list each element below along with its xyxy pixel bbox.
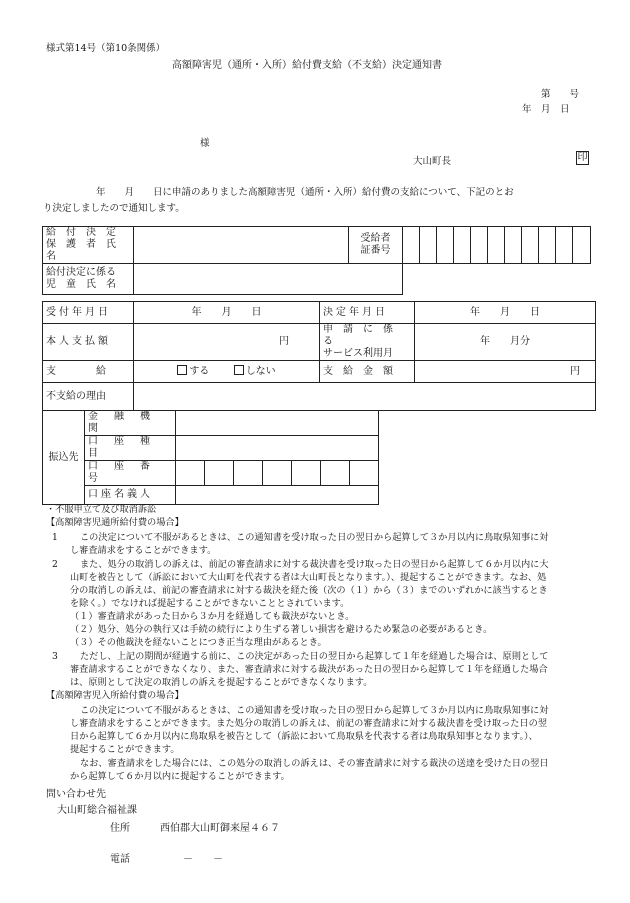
account-digit[interactable] [292,461,321,486]
bank-label: 振込先 [43,411,85,505]
section-2-line: この決定について不服があるときは、この通知書を受け取った日の翌日から起算して３か月以内に鳥取県知事に対 [80,705,549,716]
account-digit[interactable] [176,461,205,486]
paragraph-2-item: （３）その他裁決を経ないことにつき正当な理由があるとき。 [70,637,327,648]
paragraph-3-line: ただし、上記の期間が経過する前に、この決定があった日の翌日から起算して１年を経過した場合は、原則として [80,651,549,662]
contact-department: 大山町総合福祉課 [57,805,137,816]
section-2-line: 提起することができます。 [70,744,180,755]
reason-label: 不支給の理由 [43,383,134,411]
option-yes-label: する [189,366,210,377]
recipient-id-digit[interactable] [573,227,591,264]
section-2-line: なお、審査請求をした場合には、この処分の取消しの訴えは、その審査請求に対する裁決の送達を受けた日の翌日 [80,758,549,769]
recipient-id-digit[interactable] [454,227,471,264]
payment-options[interactable] [134,361,320,383]
paragraph-number: 1 [52,532,58,543]
recipient-id-digit[interactable] [488,227,505,264]
account-digit[interactable] [234,461,263,486]
bank-name-field[interactable] [176,411,379,436]
paragraph-2-item: （１）審査請求があった日から３か月を経過しても裁決がないとき。 [70,611,355,622]
service-month-field[interactable]: 年 月分 [415,324,596,361]
child-name-field[interactable] [134,264,403,295]
form-number: 様式第14号（第10条関係） [46,43,166,54]
recipient-id-digit[interactable] [403,227,420,264]
bank-name-label: 金 融 機 関 [85,411,176,436]
contact-address-label: 住所 [110,823,130,834]
section-2-title: 【高額障害児入所給付費の場合】 [46,690,184,701]
recipient-id-digit[interactable] [471,227,488,264]
contact-phone-label: 電話 [110,854,130,865]
contact-heading: 問い合わせ先 [46,789,106,800]
paragraph-3-line: 審査請求することができなくなり、また、審査請求に対する裁決があった日の翌日から起算して１年を経過した場合 [70,664,548,675]
document-title: 高額障害児（通所・入所）給付費支給（不支給）決定通知書 [172,60,442,71]
paragraph-number: 3 [52,651,58,662]
intro-line-2: り決定しましたので通知します。 [43,203,185,214]
receipt-date-field[interactable]: 年 月 日 [134,302,320,324]
recipient-table [42,226,591,295]
section-2-line: し審査請求をすることができます。また処分の取消しの訴えは、前記の審査請求に対する裁決書を受け取った日の翌 [70,718,548,729]
recipient-id-digit[interactable] [505,227,522,264]
section-2-line: から起算して６か月以内に提起することができます。 [70,771,290,782]
recipient-id-digit[interactable] [556,227,573,264]
paragraph-1-line: し審査請求をすることができます。 [70,545,217,556]
service-month-label: 申 請 に 係 る サービス利用月 [320,324,415,361]
guardian-name-field[interactable] [134,227,349,264]
account-digit[interactable] [350,461,379,486]
paragraph-2-line: また、処分の取消しの訴えは、前記の審査請求に対する裁決書を受け取った日の翌日から起算して６か月以内に大 [80,559,549,570]
seal-mark: 印 [577,152,588,163]
addressee-honorific: 様 [200,138,210,149]
paragraph-3-line: は、原則として決定の取消しの訴えを提起することができなくなります。 [70,677,373,688]
section-2-line: 日から起算して６か月以内に鳥取県を被告として（訴訟において鳥取県を代表する者は鳥取県知事となります。）、 [70,731,538,742]
document-number: 第 号 [541,89,580,100]
account-holder-label: 口座名義人 [85,486,176,505]
document-date: 年 月 日 [522,104,570,115]
recipient-id-digit[interactable] [539,227,556,264]
amount-label: 支 給 金 額 [320,361,415,383]
recipient-id-digit[interactable] [437,227,454,264]
amount-field[interactable]: 円 [415,361,596,383]
bank-table [42,410,379,505]
contact-address-value: 西伯郡大山町御来屋４６７ [160,823,280,834]
option-no-label: しない [245,366,276,377]
account-digit[interactable] [205,461,234,486]
account-holder-field[interactable] [176,486,379,505]
recipient-id-label: 受給者 証番号 [349,227,403,264]
recipient-id-digit[interactable] [420,227,437,264]
recipient-id-digit[interactable] [522,227,539,264]
decision-date-label: 決定年月日 [320,302,415,324]
paragraph-1-line: この決定について不服があるときは、この通知書を受け取った日の翌日から起算して３か月以内に鳥取県知事に対 [80,532,549,543]
self-pay-field[interactable]: 円 [134,324,320,361]
payment-label: 支 給 [43,361,134,383]
notes-heading: ・不服申立て及び取消訴訟 [46,504,157,515]
paragraph-2-item: （２）処分、処分の執行又は手続の続行により生ずる著しい損害を避けるため緊急の必要があるとき。 [70,624,493,635]
option-yes-checkbox[interactable] [177,365,187,375]
paragraph-number: 2 [52,559,58,570]
guardian-name-label: 給 付 決 定 保 護 者 氏 名 [43,227,134,264]
paragraph-2-line: 山町を被告として（訴訟において大山町を代表する者は大山町長となります。）、提起することができます。なお、処 [70,572,547,583]
reason-field[interactable] [134,383,596,411]
issuer-name: 大山町長 [413,156,452,167]
child-name-label: 給付決定に係る 児 童 氏 名 [43,264,134,295]
account-type-field[interactable] [176,436,379,461]
table-blank [403,264,591,295]
option-no-checkbox[interactable] [234,365,244,375]
account-number-label: 口 座 番 号 [85,461,176,486]
self-pay-label: 本人支払額 [43,324,134,361]
paragraph-2-line: 分の取消しの訴えは、前記の審査請求に対する裁決を経た後（次の（１）から（３）までのいずれかに該当するとき [70,585,548,596]
intro-line-1: 年 月 日に申請のありました高額障害児（通所・入所）給付費の支給について、下記のとお [96,187,514,198]
account-digit[interactable] [263,461,292,486]
receipt-date-label: 受付年月日 [43,302,134,324]
payment-table [42,301,596,411]
account-digit[interactable] [321,461,350,486]
section-1-title: 【高額障害児通所給付費の場合】 [46,517,184,528]
paragraph-2-line: を除く。）でなければ提起することができないこととされています。 [70,598,350,609]
decision-date-field[interactable]: 年 月 日 [415,302,596,324]
contact-phone-value: － － [183,854,223,865]
account-type-label: 口 座 種 目 [85,436,176,461]
